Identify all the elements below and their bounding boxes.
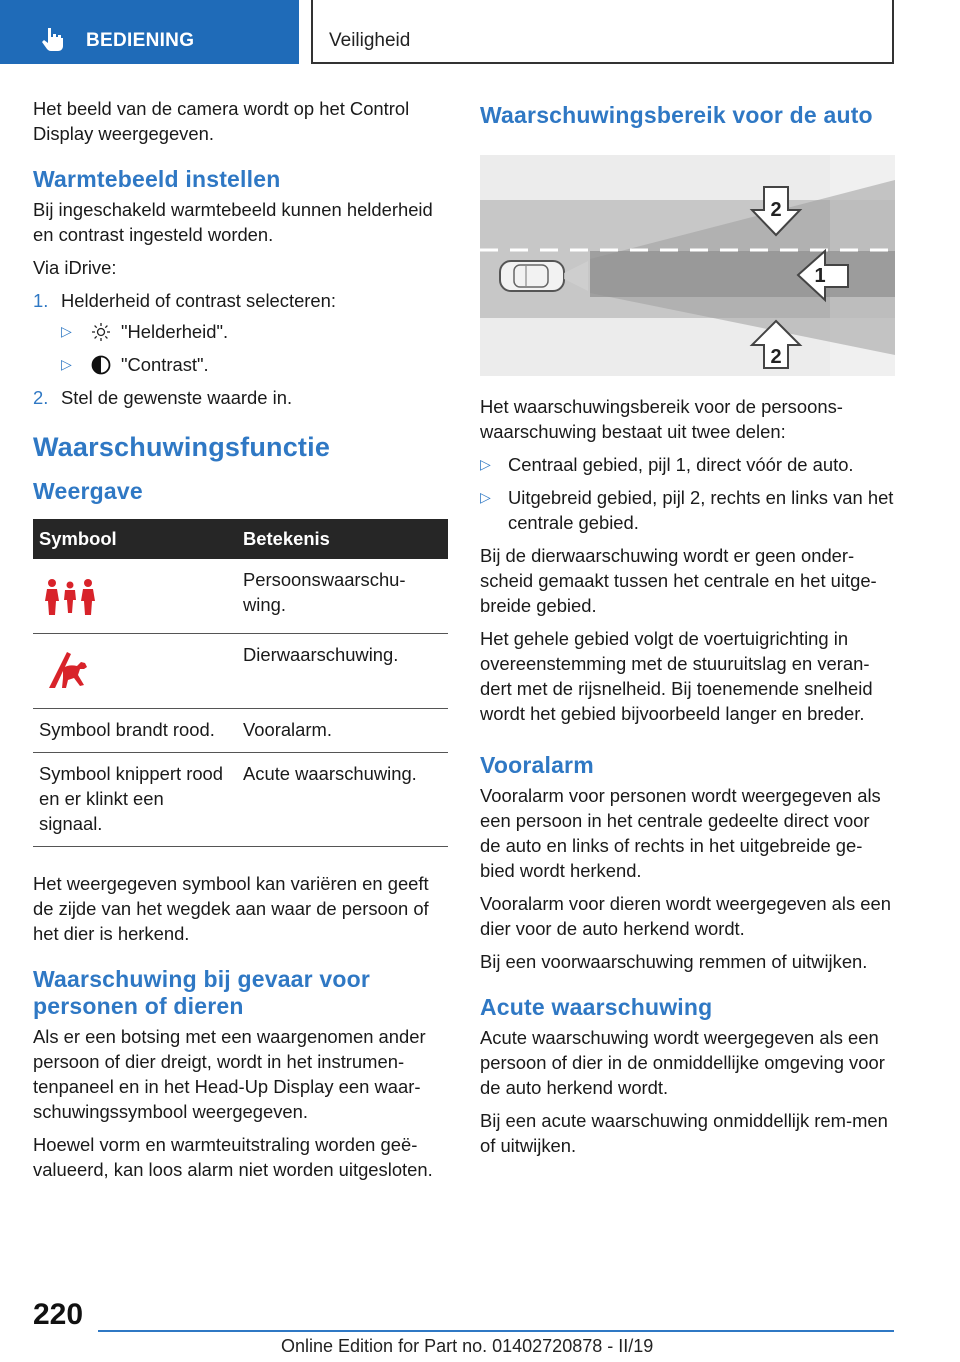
- symbol-table: [33, 519, 448, 847]
- edition-text: Online Edition for Part no. 01402720878 - II/19: [281, 1336, 654, 1356]
- steps-list: [33, 288, 448, 410]
- heading-waarschuwingsfunctie: Waarschuwingsfunctie: [33, 432, 331, 462]
- step-number: 1.: [33, 290, 49, 311]
- table-header-betekenis: Betekenis: [237, 519, 448, 559]
- sub-item-contrast: [61, 352, 448, 377]
- arrow-1-label: 1: [814, 265, 826, 287]
- step-text: Stel de gewenste waarde in.: [61, 387, 293, 408]
- danger-paragraph-2: Hoewel vorm en warmteuitstraling worden geë-valueerd, kan loos alarm niet worden uitgesloten.: [33, 1134, 433, 1180]
- heading-waarschuwingsbereik: Waarschuwingsbereik voor de auto: [480, 102, 873, 128]
- animal-paragraph: Bij de dierwaarschuwing wordt er geen onder-scheid gemaakt tussen het centrale en het uitge-breide gebied.: [480, 545, 877, 616]
- sub-item-helderheid: [61, 319, 448, 344]
- acute-paragraph-2: Bij een acute waarschuwing onmiddellijk rem-men of uitwijken.: [480, 1110, 888, 1156]
- hand-pointer-icon: [40, 26, 66, 52]
- pre-paragraph-3: Bij een voorwaarschuwing remmen of uitwijken.: [480, 951, 868, 972]
- person-warning-icon: [43, 577, 97, 617]
- via-idrive: Via iDrive:: [33, 257, 117, 278]
- table-cell: Acute waarschuwing.: [237, 753, 448, 847]
- whole-area-paragraph: Het gehele gebied volgt de voertuigrichting in overeenstemming met de stuuruitslag en veran-dert met de rijsnelheid. Bij toenemende snelheid wordt het gebied bijvoorbeeld langer en breder.: [480, 628, 873, 724]
- step-number: 2.: [33, 387, 49, 408]
- range-bullets: [480, 452, 895, 535]
- danger-paragraph-1: Als er een botsing met een waargenomen ander persoon of dier dreigt, wordt in het instrumen-tenpaneel en in het Head-Up Display een waar-schuwingssymbool weergegeven.: [33, 1026, 426, 1122]
- warm-paragraph: Bij ingeschakeld warmtebeeld kunnen helderheid en contrast ingesteld worden.: [33, 199, 433, 245]
- list-item: ▷ Centraal gebied, pijl 1, direct vóór de auto.: [480, 454, 854, 475]
- animal-warning-icon: [45, 648, 97, 692]
- subsection-title: Veiligheid: [329, 30, 411, 51]
- table-row: [33, 634, 448, 709]
- heading-weergave: Weergave: [33, 478, 143, 504]
- triangle-bullet-icon: ▷: [480, 489, 491, 505]
- warning-range-figure: [480, 155, 895, 376]
- table-row: [33, 709, 448, 753]
- section-tab[interactable]: [0, 0, 299, 64]
- step-item: [33, 288, 448, 377]
- section-title: BEDIENING: [86, 30, 195, 51]
- arrow-2-label: 2: [770, 346, 782, 368]
- right-column: [480, 96, 895, 1166]
- footer-divider: [98, 1330, 894, 1332]
- list-item: ▷ Uitgebreid gebied, pijl 2, rechts en links van het centrale gebied.: [480, 487, 894, 533]
- pre-paragraph-2: Vooralarm voor dieren wordt weergegeven als een dier voor de auto herkend wordt.: [480, 893, 891, 939]
- table-cell: Vooralarm.: [237, 709, 448, 753]
- pre-paragraph-1: Vooralarm voor personen wordt weergegeven als een persoon in het centrale gedeelte direct voor de auto en links of rechts in het uitgebreide ge-bied wordt herkend.: [480, 785, 881, 881]
- triangle-bullet-icon: ▷: [480, 456, 491, 472]
- varies-paragraph: Het weergegeven symbool kan variëren en geeft de zijde van het wegdek aan waar de persoon of het dier is herkend.: [33, 873, 429, 944]
- heading-gevaar: Waarschuwing bij gevaar voor personen of dieren: [33, 966, 371, 1019]
- triangle-bullet-icon: ▷: [61, 323, 72, 339]
- table-cell: Symbool knippert rood en er klinkt een signaal.: [33, 753, 237, 847]
- triangle-bullet-icon: ▷: [61, 356, 72, 372]
- subsection-header: [311, 0, 894, 64]
- table-cell: Persoonswaarschu-wing.: [237, 559, 448, 634]
- table-row: [33, 753, 448, 847]
- intro-paragraph: Het beeld van de camera wordt op het Control Display weergegeven.: [33, 98, 410, 144]
- step-item: [33, 385, 448, 410]
- heading-acute: Acute waarschuwing: [480, 994, 713, 1020]
- table-header-symbool: Symbool: [33, 519, 237, 559]
- heading-vooralarm: Vooralarm: [480, 752, 594, 778]
- heading-warmtebeeld: Warmtebeeld instellen: [33, 166, 281, 192]
- range-paragraph: Het waarschuwingsbereik voor de persoons-waarschuwing bestaat uit twee delen:: [480, 396, 843, 442]
- arrow-2-label: 2: [770, 199, 782, 221]
- contrast-icon: [91, 355, 111, 375]
- acute-paragraph-1: Acute waarschuwing wordt weergegeven als een persoon of dier in de onmiddellijke omgeving voor de auto herkend wordt.: [480, 1027, 885, 1098]
- sub-list: [61, 319, 448, 377]
- table-cell: Symbool brandt rood.: [33, 709, 237, 753]
- left-column: [33, 96, 448, 1190]
- table-cell: Dierwaarschuwing.: [237, 634, 448, 709]
- sub-text: "Helderheid".: [121, 321, 229, 342]
- table-row: [33, 559, 448, 634]
- warning-range-diagram: [480, 155, 895, 376]
- brightness-icon: [91, 322, 111, 342]
- sub-text: "Contrast".: [121, 354, 209, 375]
- car-icon: [500, 261, 564, 291]
- step-text: Helderheid of contrast selecteren:: [61, 290, 336, 311]
- page-number: 220: [33, 1298, 84, 1331]
